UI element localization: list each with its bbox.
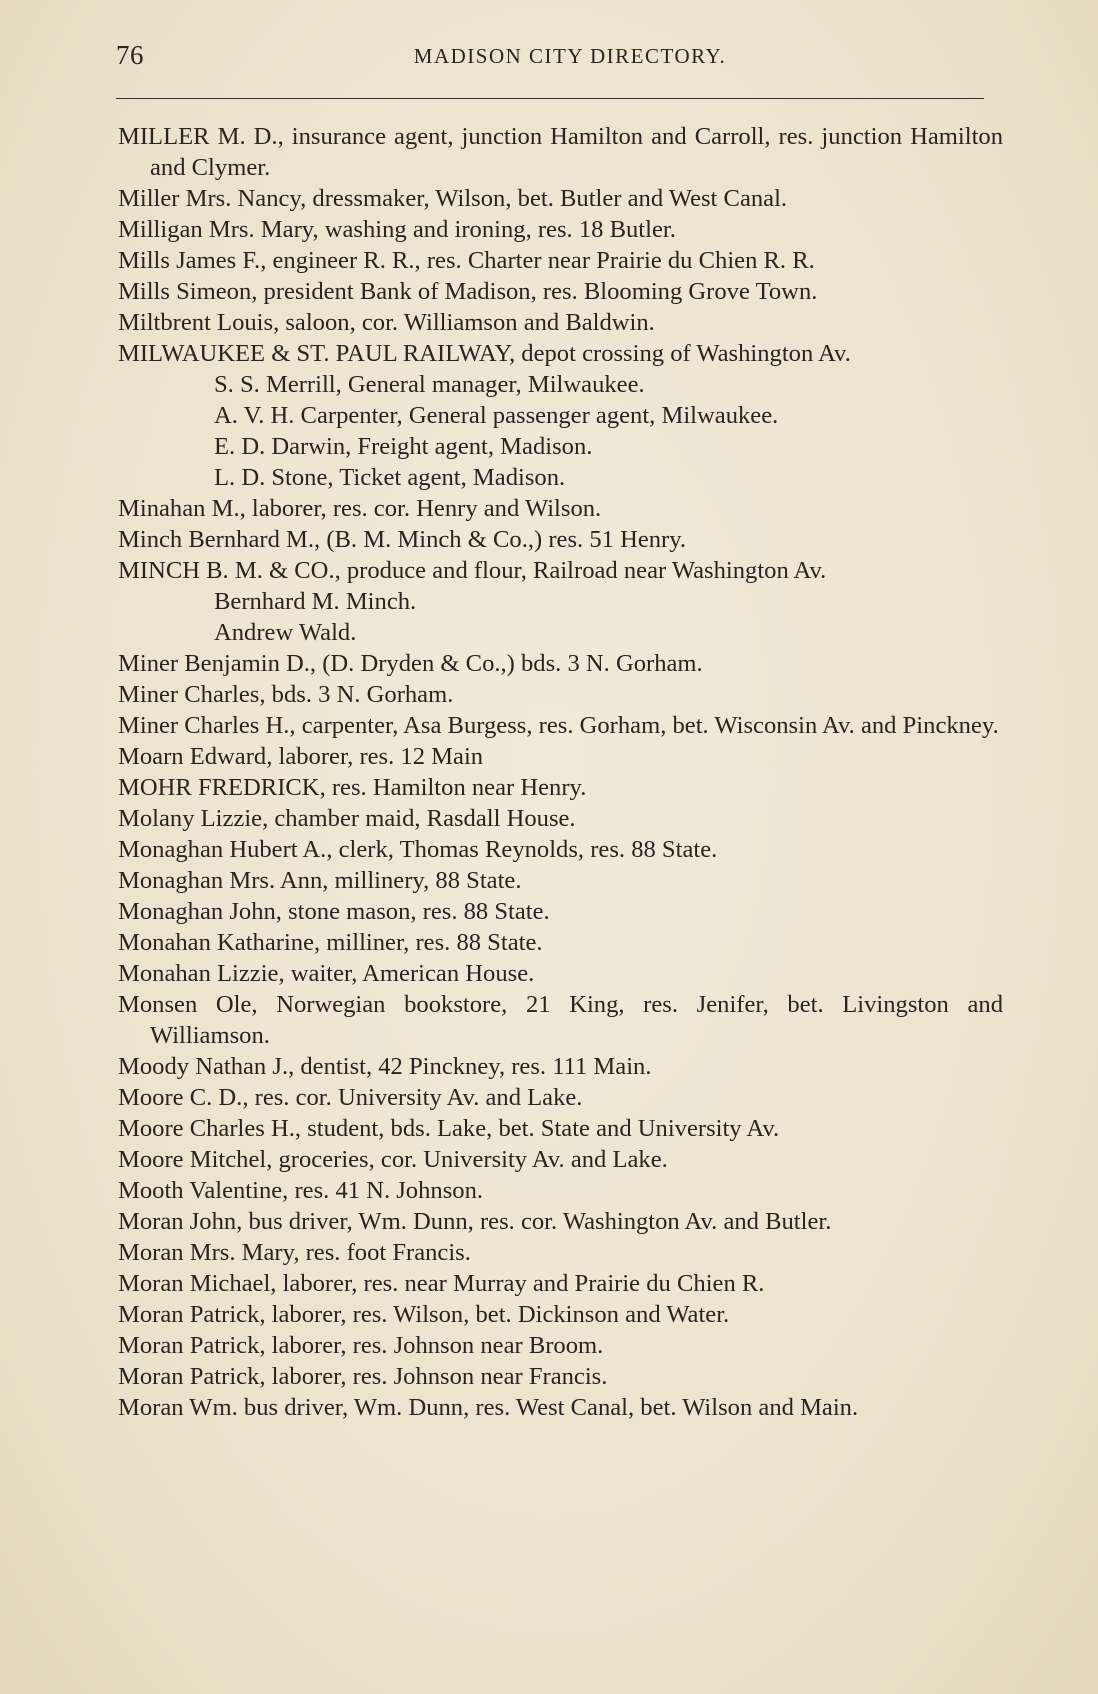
directory-entry: Moody Nathan J., dentist, 42 Pinckney, res. 111 Main. [118, 1053, 652, 1080]
directory-entry: Moran Michael, laborer, res. near Murray and Prairie du Chien R. [118, 1270, 765, 1297]
directory-entry: Minch Bernhard M., (B. M. Minch & Co.,) res. 51 Henry. [118, 526, 687, 553]
page-number: 76 [116, 40, 144, 70]
directory-entry: Monaghan John, stone mason, res. 88 State. [118, 898, 550, 925]
directory-entry: Mills Simeon, president Bank of Madison, res. Blooming Grove Town. [118, 278, 818, 305]
directory-entry: Miltbrent Louis, saloon, cor. Williamson and Baldwin. [118, 309, 655, 336]
directory-sub-entry: Andrew Wald. [214, 619, 357, 646]
directory-entry: MILWAUKEE & ST. PAUL RAILWAY, depot crossing of Washington Av. [118, 340, 851, 367]
directory-entry: Miner Benjamin D., (D. Dryden & Co.,) bds. 3 N. Gorham. [118, 650, 703, 677]
directory-entry: MOHR FREDRICK, res. Hamilton near Henry. [118, 774, 587, 801]
directory-entry: Milligan Mrs. Mary, washing and ironing, res. 18 Butler. [118, 216, 676, 243]
directory-entry: Moran Wm. bus driver, Wm. Dunn, res. West Canal, bet. Wilson and Main. [118, 1394, 859, 1421]
directory-entry: Miller Mrs. Nancy, dressmaker, Wilson, bet. Butler and West Canal. [118, 185, 788, 212]
directory-entry: Monaghan Mrs. Ann, millinery, 88 State. [118, 867, 522, 894]
directory-sub-entry: S. S. Merrill, General manager, Milwaukee. [214, 371, 645, 398]
directory-entries [118, 121, 1003, 1423]
directory-entry: Moore Mitchel, groceries, cor. University Av. and Lake. [118, 1146, 668, 1173]
header-rule [116, 98, 984, 99]
directory-entry: Moran Patrick, laborer, res. Johnson near Broom. [118, 1332, 604, 1359]
directory-entry: Mills James F., engineer R. R., res. Charter near Prairie du Chien R. R. [118, 247, 815, 274]
directory-entry: Monahan Katharine, milliner, res. 88 State. [118, 929, 543, 956]
directory-entry: Moore Charles H., student, bds. Lake, bet. State and University Av. [118, 1115, 780, 1142]
directory-entry: Molany Lizzie, chamber maid, Rasdall House. [118, 805, 576, 832]
directory-entry: Miner Charles, bds. 3 N. Gorham. [118, 681, 454, 708]
directory-entry: Moran John, bus driver, Wm. Dunn, res. cor. Washington Av. and Butler. [118, 1208, 832, 1235]
directory-entry: Monaghan Hubert A., clerk, Thomas Reynolds, res. 88 State. [118, 836, 718, 863]
directory-entry: Moran Mrs. Mary, res. foot Francis. [118, 1239, 471, 1266]
directory-entry: MILLER M. D., insurance agent, junction Hamilton and Carroll, res. junction Hamilton and Clymer. [118, 123, 1003, 181]
running-title: MADISON CITY DIRECTORY. [413, 44, 727, 68]
directory-entry: Monsen Ole, Norwegian bookstore, 21 King, res. Jenifer, bet. Livingston and Williamson. [118, 991, 1003, 1049]
directory-entry: Miner Charles H., carpenter, Asa Burgess, res. Gorham, bet. Wisconsin Av. and Pinckney. [118, 712, 999, 739]
page-header [116, 40, 988, 80]
directory-sub-entry: L. D. Stone, Ticket agent, Madison. [214, 464, 566, 491]
directory-sub-entry: A. V. H. Carpenter, General passenger agent, Milwaukee. [214, 402, 779, 429]
directory-entry: Monahan Lizzie, waiter, American House. [118, 960, 535, 987]
directory-sub-entry: Bernhard M. Minch. [214, 588, 417, 615]
directory-entry: Mooth Valentine, res. 41 N. Johnson. [118, 1177, 484, 1204]
directory-entry: Moarn Edward, laborer, res. 12 Main [118, 743, 484, 770]
directory-entry: Moore C. D., res. cor. University Av. and Lake. [118, 1084, 583, 1111]
directory-entry: Minahan M., laborer, res. cor. Henry and Wilson. [118, 495, 602, 522]
directory-entry: Moran Patrick, laborer, res. Johnson near Francis. [118, 1363, 608, 1390]
directory-sub-entry: E. D. Darwin, Freight agent, Madison. [214, 433, 593, 460]
directory-entry: Moran Patrick, laborer, res. Wilson, bet. Dickinson and Water. [118, 1301, 730, 1328]
directory-entry: MINCH B. M. & CO., produce and flour, Railroad near Washington Av. [118, 557, 827, 584]
